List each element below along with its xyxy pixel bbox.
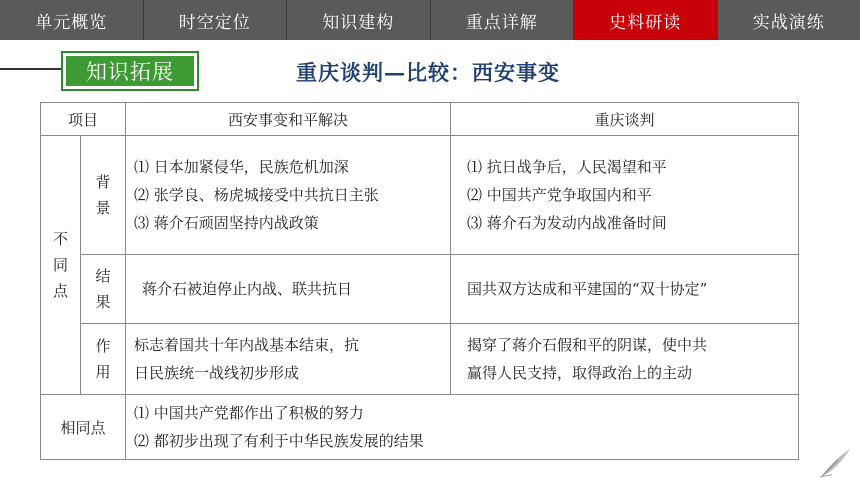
- result-label: 结 果: [81, 255, 126, 324]
- table-row-background: [41, 136, 799, 255]
- same-label: 相同点: [41, 395, 126, 460]
- effect-label: 作 用: [81, 324, 126, 395]
- effect-xian: 标志着国共十年内战基本结束，抗 日民族统一战线初步形成: [126, 324, 451, 395]
- diff-label: 不 同 点: [41, 136, 81, 395]
- section-badge-label: 知识拓展: [66, 56, 194, 86]
- tab-unit-overview[interactable]: 单元概览: [0, 0, 144, 40]
- table-row-effect: [41, 324, 799, 395]
- top-navigation: [0, 0, 860, 40]
- result-chongqing: 国共双方达成和平建国的“双十协定”: [451, 255, 799, 324]
- background-label: 背 景: [81, 136, 126, 255]
- table-row-same: [41, 395, 799, 460]
- quill-pen-icon: [818, 446, 854, 478]
- tab-practice[interactable]: 实战演练: [752, 12, 825, 33]
- tab-key-points[interactable]: 重点详解: [431, 0, 575, 40]
- tab-time-space[interactable]: 时空定位: [144, 0, 288, 40]
- header-xian-incident: 西安事变和平解决: [126, 103, 451, 136]
- header-item: 项目: [41, 103, 126, 136]
- result-xian: 蒋介石被迫停止内战、联共抗日: [126, 255, 451, 324]
- tab-source-reading[interactable]: 史料研读: [574, 0, 718, 40]
- table-row-result: [41, 255, 799, 324]
- section-badge: [61, 51, 199, 91]
- header-chongqing-talks: 重庆谈判: [451, 103, 799, 136]
- background-xian: ⑴ 日本加紧侵华，民族危机加深 ⑵ 张学良、杨虎城接受中共抗日主张 ⑶ 蒋介石顽固坚持内战政策: [126, 136, 451, 255]
- tab-knowledge-build[interactable]: 知识建构: [287, 0, 431, 40]
- background-chongqing: ⑴ 抗日战争后，人民渴望和平 ⑵ 中国共产党争取国内和平 ⑶ 蒋介石为发动内战准备时间: [451, 136, 799, 255]
- page-title: 重庆谈判—比较：西安事变: [296, 60, 560, 85]
- table-header-row: [41, 103, 799, 136]
- comparison-table: [40, 102, 799, 460]
- same-content: ⑴ 中国共产党都作出了积极的努力 ⑵ 都初步出现了有利于中华民族发展的结果: [126, 395, 799, 460]
- effect-chongqing: 揭穿了蒋介石假和平的阴谋，使中共 赢得人民支持，取得政治上的主动: [451, 324, 799, 395]
- decorative-line: [0, 68, 62, 70]
